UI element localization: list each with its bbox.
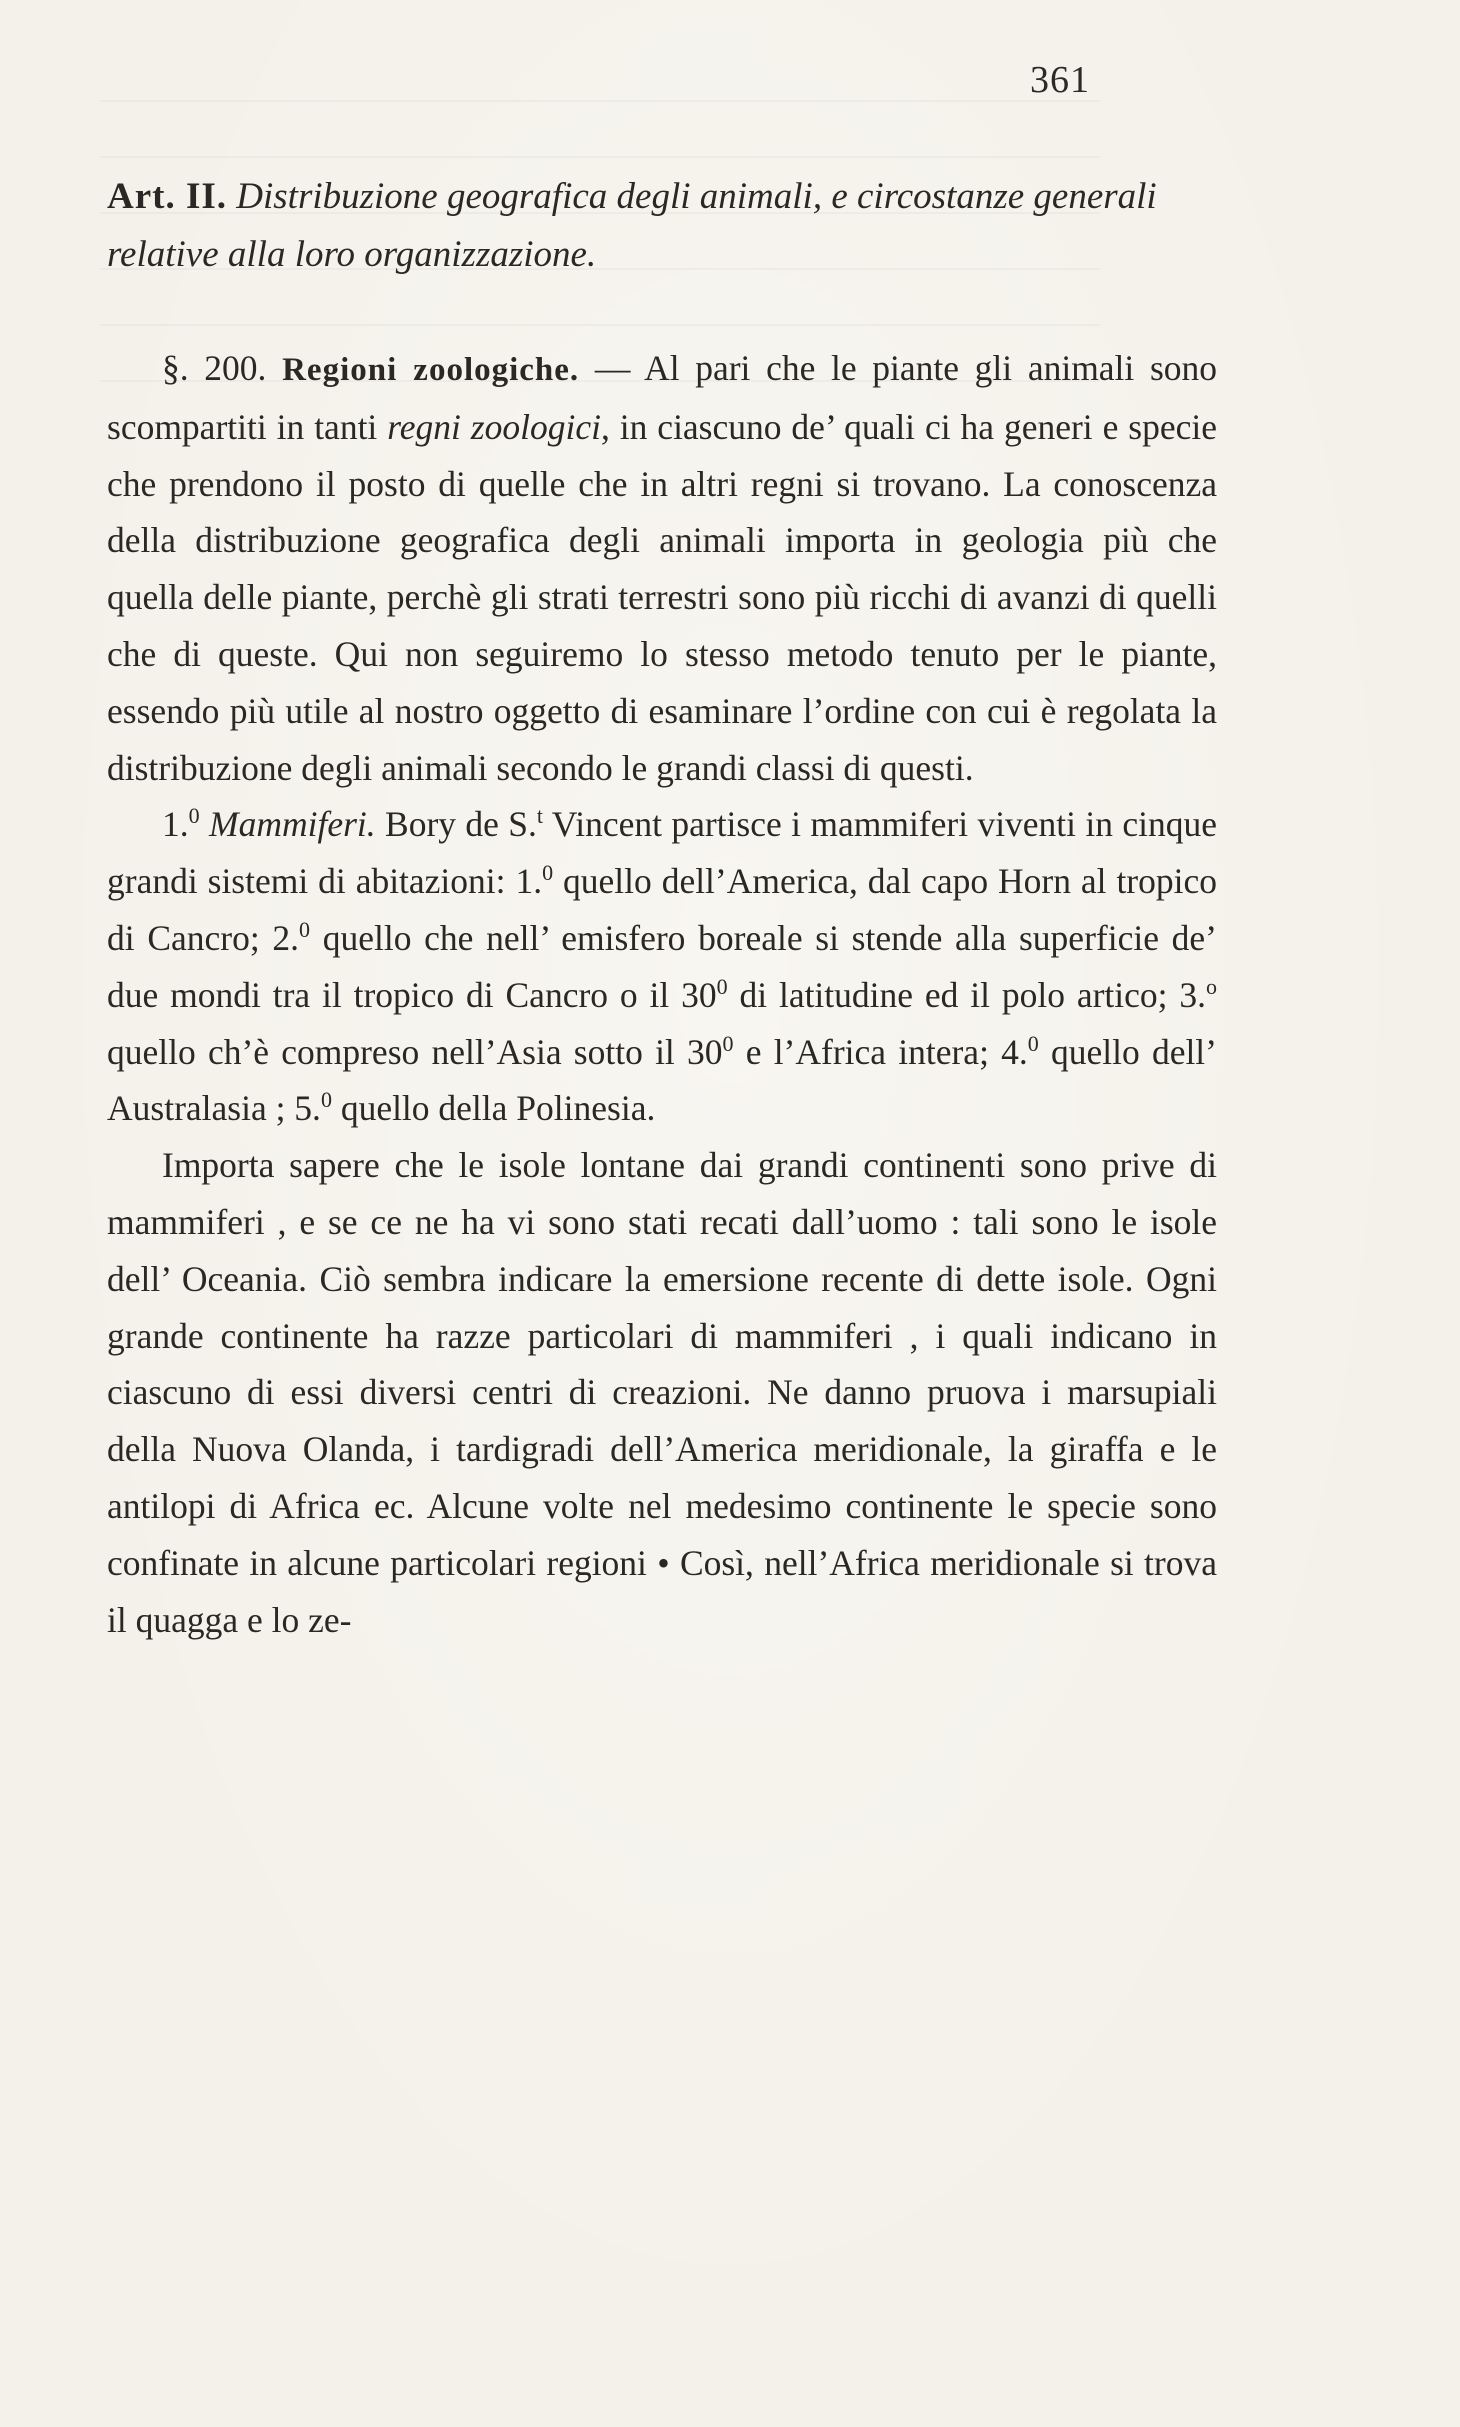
- paragraph-text: quello che nell’ emisfero boreale si stende alla superficie de’ due mondi tra il tropico di Cancro o il 30: [107, 917, 1217, 1015]
- paragraph-text: quello della Polinesia.: [331, 1088, 656, 1129]
- paragraph-text: quello dell’ Australasia ; 5.: [107, 1031, 1217, 1129]
- paragraph-text: quello ch’è compreso nell’Asia sotto il 30: [107, 1031, 723, 1072]
- paragraph-mammals: [107, 796, 1217, 1137]
- superscript: 0: [188, 803, 200, 829]
- article-label: Art. II.: [107, 176, 228, 217]
- superscript: 0: [722, 1030, 734, 1056]
- paragraph-text: Al pari che le piante gli animali sono scompartiti in tanti: [107, 348, 1218, 447]
- paragraph-text: quello dell’America, dal capo Horn al tropico di Cancro; 2.: [107, 861, 1217, 958]
- article-title: Distribuzione geografica degli animali, e circostanze generali relative alla loro organizzazione.: [107, 176, 1157, 275]
- superscript: o: [1206, 973, 1218, 999]
- section-number: §. 200.: [162, 348, 267, 388]
- superscript: 0: [320, 1087, 332, 1113]
- section-heading: Regioni zoologiche.: [282, 352, 580, 388]
- paragraph-text: di latitudine ed il polo artico; 3.: [727, 974, 1207, 1015]
- paragraph-text: Vincent partisce i mammiferi viventi in cinque grandi sistemi di abitazioni: 1.: [107, 804, 1218, 902]
- item-number: 1.: [162, 804, 189, 845]
- paragraph-islands: Importa sapere che le isole lontane dai grandi continenti sono prive di mammiferi , e se ce ne ha vi sono stati recati dall’uomo : tali sono le isole dell’ Oceania. Ciò sembra indicare la emersione recente di dette isole. Ogni grande continente ha razze particolari di mammiferi , i quali indicano in ciascuno di essi diversi centri di creazioni. Ne danno pruova i marsupiali della Nuova Olanda, i tardigradi dell’America meridionale, la giraffa e le antilopi di Africa ec. Alcune volte nel medesimo continente le specie sono confinate in alcune particolari regioni • Così, nell’Africa meridionale si trova il quagga e lo ze-: [107, 1145, 1217, 1640]
- paragraph-text: Bory de S.: [375, 804, 537, 845]
- superscript: 0: [716, 973, 728, 999]
- article-header: [107, 168, 1217, 284]
- page-number: 361: [1030, 59, 1090, 101]
- paragraph-text: , in ciascuno de’ quali ci ha generi e specie che prendono il posto di quelle che in altri regni si trovano. La conoscenza della distribuzione geografica degli animali importa in geologia più che quella delle piante, perchè gli strati terrestri sono più ricchi di avanzi di quelli che di queste. Qui non seguiremo lo stesso metodo tenuto per le piante, essendo più utile al nostro oggetto di esaminare l’ordine con cui è regolata la distribuzione degli animali secondo le grandi classi di questi.: [107, 406, 1217, 788]
- body-text: [107, 340, 1217, 1648]
- paragraph-text: e l’Africa intera; 4.: [733, 1031, 1028, 1072]
- heading-dash: —: [579, 348, 645, 388]
- superscript: 0: [299, 917, 311, 943]
- paragraph-regions: [107, 340, 1217, 796]
- superscript: 0: [542, 860, 554, 886]
- class-name: Mammiferi.: [209, 804, 376, 845]
- superscript: t: [536, 803, 544, 829]
- superscript: 0: [1027, 1030, 1039, 1056]
- italic-term: regni zoologici: [387, 406, 601, 447]
